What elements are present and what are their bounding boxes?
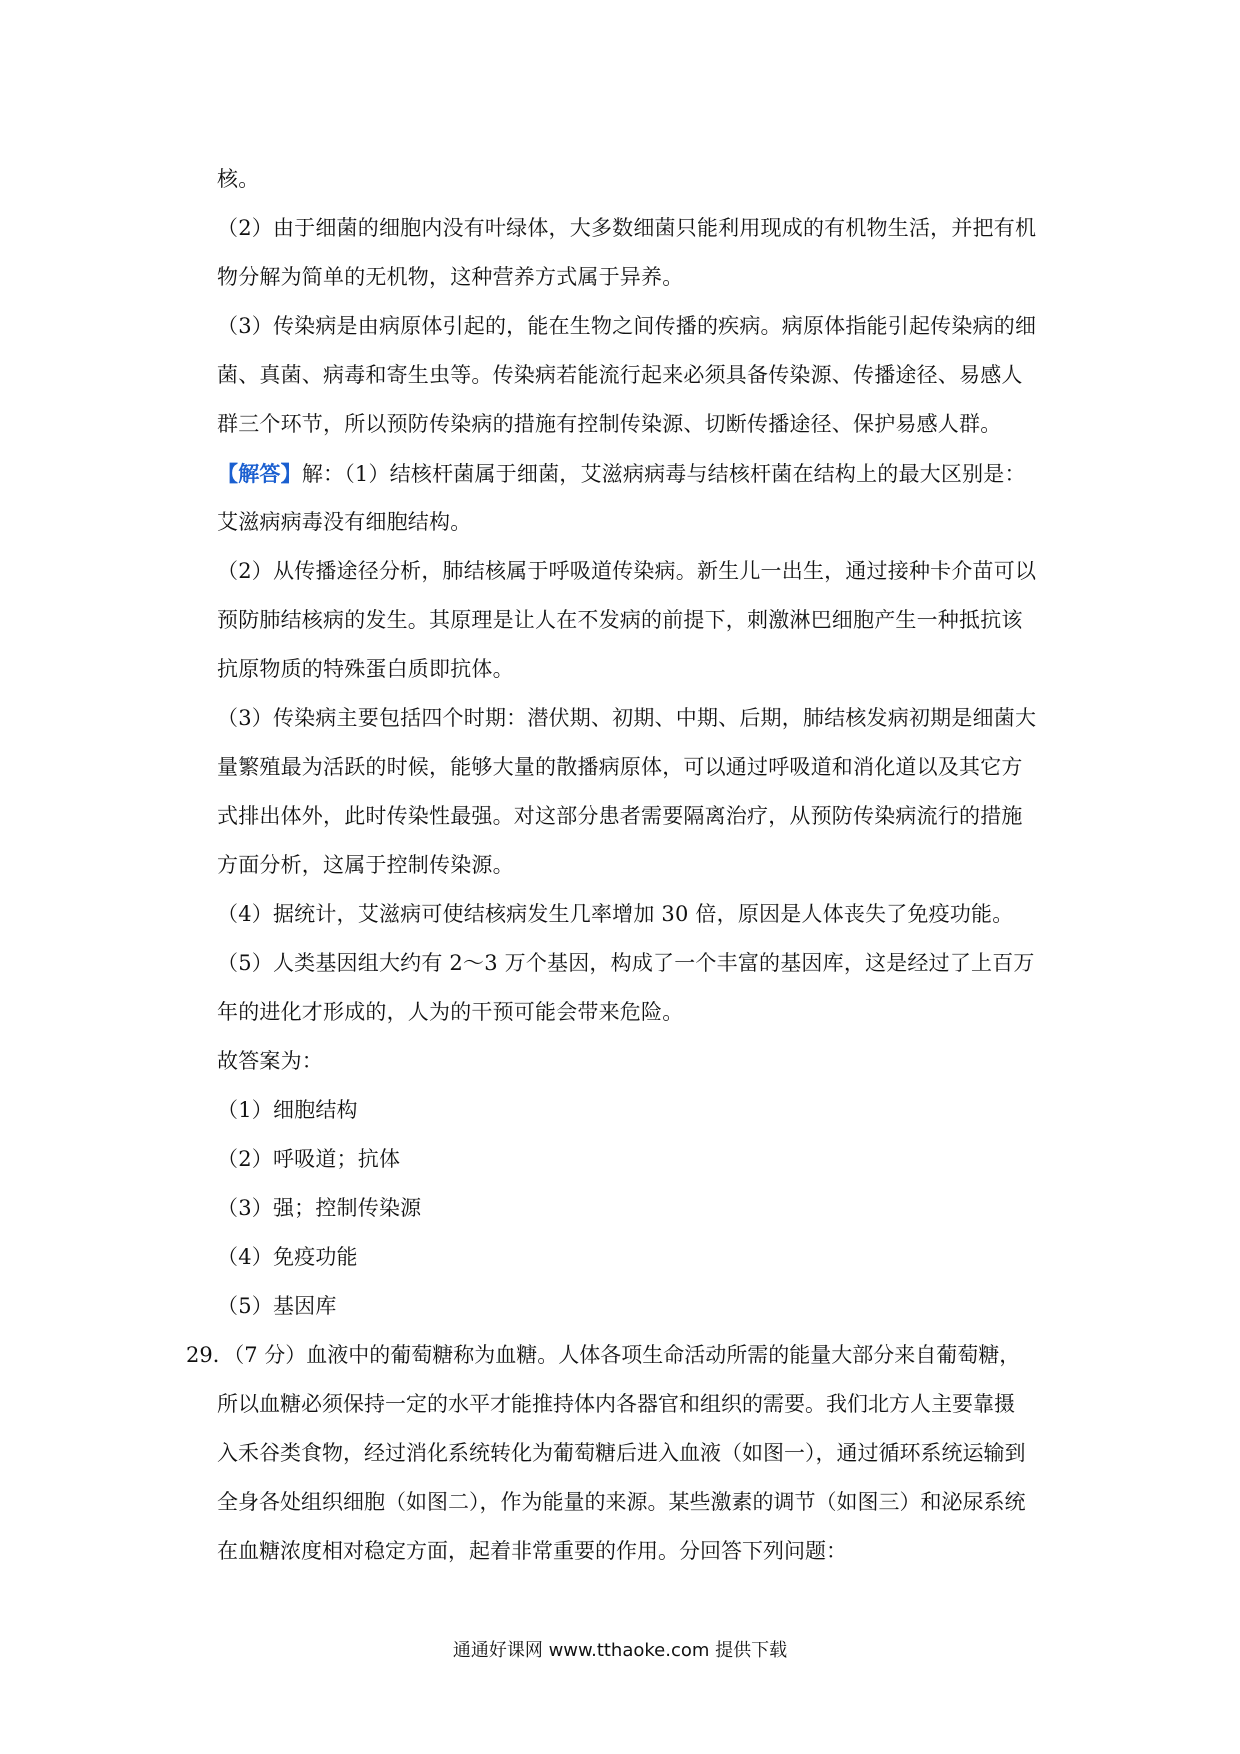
answer-line: 艾滋病病毒没有细胞结构。 bbox=[217, 510, 472, 534]
answer-tag: 【解答】 bbox=[217, 461, 302, 486]
answer-first-text: 解：（1）结核杆菌属于细菌，艾滋病病毒与结核杆菌在结构上的最大区别是： bbox=[301, 462, 1026, 486]
answer-line: 量繁殖最为活跃的时候，能够大量的散播病原体，可以通过呼吸道和消化道以及其它方 bbox=[217, 755, 1023, 779]
question-29-line: 全身各处组织细胞（如图二），作为能量的来源。某些激素的调节（如图三）和泌尿系统 bbox=[217, 1490, 1026, 1514]
analysis-line: （3）传染病是由病原体引起的，能在生物之间传播的疾病。病原体指能引起传染病的细 bbox=[217, 314, 1037, 338]
analysis-line: （2）由于细菌的细胞内没有叶绿体，大多数细菌只能利用现成的有机物生活，并把有机 bbox=[217, 216, 1037, 240]
page-footer: 通通好课网 www.tthaoke.com 提供下载 bbox=[452, 1640, 788, 1661]
answer-item: （1）细胞结构 bbox=[217, 1098, 358, 1122]
answer-line: 抗原物质的特殊蛋白质即抗体。 bbox=[217, 657, 514, 681]
answer-first-line bbox=[217, 449, 1060, 498]
answer-line: 式排出体外，此时传染性最强。对这部分患者需要隔离治疗，从预防传染病流行的措施 bbox=[217, 804, 1023, 828]
question-29-first-line: 29．（7 分）血液中的葡萄糖称为血糖。人体各项生命活动所需的能量大部分来自葡萄糖， bbox=[186, 1343, 1021, 1367]
analysis-line: 群三个环节，所以预防传染病的措施有控制传染源、切断传播途径、保护易感人群。 bbox=[217, 412, 1002, 436]
question-29-line: 入禾谷类食物，经过消化系统转化为葡萄糖后进入血液（如图一），通过循环系统运输到 bbox=[217, 1441, 1026, 1465]
answer-item: （2）呼吸道；抗体 bbox=[217, 1147, 401, 1171]
analysis-line: 菌、真菌、病毒和寄生虫等。传染病若能流行起来必须具备传染源、传播途径、易感人 bbox=[217, 363, 1023, 387]
answer-line: （2）从传播途径分析，肺结核属于呼吸道传染病。新生儿一出生，通过接种卡介苗可以 bbox=[217, 559, 1037, 583]
answer-line: 方面分析，这属于控制传染源。 bbox=[217, 853, 514, 877]
answer-line: （3）传染病主要包括四个时期：潜伏期、初期、中期、后期，肺结核发病初期是细菌大 bbox=[217, 706, 1037, 730]
question-29-line: 所以血糖必须保持一定的水平才能推持体内各器官和组织的需要。我们北方人主要靠摄 bbox=[217, 1392, 1015, 1416]
answer-item: （3）强；控制传染源 bbox=[217, 1196, 422, 1220]
answer-item: （5）基因库 bbox=[217, 1294, 337, 1318]
answer-content bbox=[217, 155, 1060, 1331]
analysis-line: 核。 bbox=[217, 167, 260, 191]
answer-line: （4）据统计，艾滋病可使结核病发生几率增加 30 倍，原因是人体丧失了免疫功能。 bbox=[217, 902, 1014, 926]
question-29-line: 在血糖浓度相对稳定方面，起着非常重要的作用。分回答下列问题： bbox=[217, 1539, 847, 1563]
analysis-line: 物分解为简单的无机物，这种营养方式属于异养。 bbox=[217, 265, 684, 289]
answer-item: （4）免疫功能 bbox=[217, 1245, 358, 1269]
answer-summary-label: 故答案为： bbox=[217, 1049, 323, 1073]
answer-line: 预防肺结核病的发生。其原理是让人在不发病的前提下，刺激淋巴细胞产生一种抵抗该 bbox=[217, 608, 1023, 632]
answer-line: （5）人类基因组大约有 2～3 万个基因，构成了一个丰富的基因库，这是经过了上百万 bbox=[217, 951, 1035, 975]
answer-line: 年的进化才形成的，人为的干预可能会带来危险。 bbox=[217, 1000, 684, 1024]
